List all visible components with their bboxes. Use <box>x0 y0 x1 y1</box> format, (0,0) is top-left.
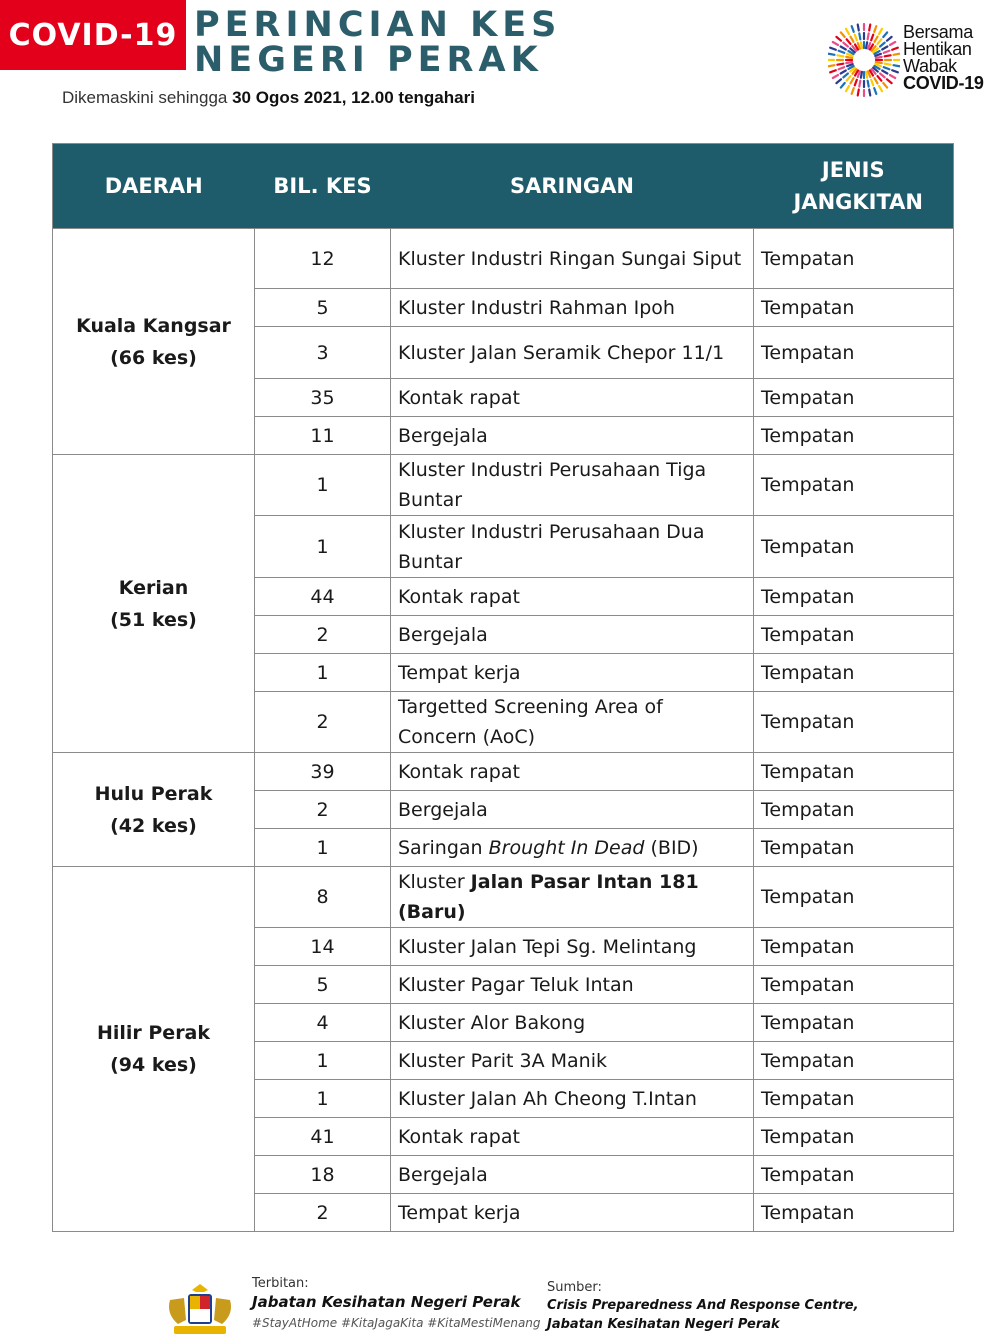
screening-cell: Bergejala <box>391 417 754 455</box>
infection-type: Tempatan <box>754 417 954 455</box>
case-count: 1 <box>255 1080 391 1118</box>
table-header-row <box>53 144 954 229</box>
screening-text-part: Brought In Dead <box>488 836 645 859</box>
case-count: 14 <box>255 928 391 966</box>
screening-cell: Kontak rapat <box>391 379 754 417</box>
header-screening: SARINGAN <box>391 144 754 229</box>
case-count: 2 <box>255 692 391 753</box>
source-line-2: Jabatan Kesihatan Negeri Perak <box>547 1317 780 1332</box>
infection-type: Tempatan <box>754 1118 954 1156</box>
table-row <box>53 753 954 791</box>
district-cell <box>53 455 255 753</box>
infection-type: Tempatan <box>754 966 954 1004</box>
infection-type: Tempatan <box>754 616 954 654</box>
district-cell <box>53 229 255 455</box>
infection-type: Tempatan <box>754 654 954 692</box>
table-row <box>53 229 954 289</box>
source-block <box>547 1280 859 1333</box>
district-name: Kerian <box>118 576 189 599</box>
screening-cell: Tempat kerja <box>391 1194 754 1232</box>
updated-suffix: tengahari <box>393 88 475 107</box>
page-title <box>194 5 562 80</box>
case-count: 18 <box>255 1156 391 1194</box>
infection-type: Tempatan <box>754 1042 954 1080</box>
screening-text-part: Jalan Pasar Intan 181 (Baru) <box>398 871 699 923</box>
case-count: 5 <box>255 966 391 1004</box>
screening-cell: Bergejala <box>391 1156 754 1194</box>
infection-type: Tempatan <box>754 1004 954 1042</box>
infection-type: Tempatan <box>754 1156 954 1194</box>
screening-cell: Kontak rapat <box>391 1118 754 1156</box>
screening-text-part: (BID) <box>644 836 699 859</box>
district-cell <box>53 753 255 867</box>
publisher-name: Jabatan Kesihatan Negeri Perak <box>252 1293 521 1311</box>
case-count: 4 <box>255 1004 391 1042</box>
infection-type: Tempatan <box>754 791 954 829</box>
screening-cell: Kluster Pagar Teluk Intan <box>391 966 754 1004</box>
screening-cell: Tempat kerja <box>391 654 754 692</box>
logo-line: COVID-19 <box>903 73 984 93</box>
table-row <box>53 867 954 928</box>
case-count: 44 <box>255 578 391 616</box>
district-name: Kuala Kangsar <box>76 314 231 337</box>
source-label: Sumber: <box>547 1280 602 1295</box>
case-count: 35 <box>255 379 391 417</box>
infection-type: Tempatan <box>754 516 954 578</box>
infection-type: Tempatan <box>754 229 954 289</box>
screening-cell: Kluster Jalan Seramik Chepor 11/1 <box>391 327 754 379</box>
title-line-1: PERINCIAN KES <box>194 5 562 45</box>
screening-cell: Bergejala <box>391 791 754 829</box>
header-district: DAERAH <box>53 144 255 229</box>
screening-cell: Kluster Jalan Tepi Sg. Melintang <box>391 928 754 966</box>
infection-type: Tempatan <box>754 289 954 327</box>
updated-prefix: Dikemaskini sehingga <box>62 88 233 107</box>
title-line-2: NEGERI PERAK <box>194 40 543 80</box>
table-row <box>53 455 954 516</box>
header-infection-type: JENIS JANGKITAN <box>754 144 954 229</box>
screening-text-part: Saringan <box>398 836 489 859</box>
infection-type: Tempatan <box>754 753 954 791</box>
infection-type: Tempatan <box>754 928 954 966</box>
logo-text <box>903 24 984 92</box>
screening-cell: Kluster Jalan Ah Cheong T.Intan <box>391 1080 754 1118</box>
district-total: (51 kes) <box>110 608 197 631</box>
screening-cell <box>391 867 754 928</box>
case-count: 1 <box>255 829 391 867</box>
district-total: (66 kes) <box>110 346 197 369</box>
screening-cell: Kluster Parit 3A Manik <box>391 1042 754 1080</box>
case-count: 2 <box>255 1194 391 1232</box>
header-count: BIL. KES <box>255 144 391 229</box>
infection-type: Tempatan <box>754 1194 954 1232</box>
district-total: (42 kes) <box>110 814 197 837</box>
infection-type: Tempatan <box>754 829 954 867</box>
case-count: 1 <box>255 455 391 516</box>
screening-cell <box>391 829 754 867</box>
infection-type: Tempatan <box>754 379 954 417</box>
infection-type: Tempatan <box>754 578 954 616</box>
district-cell <box>53 867 255 1232</box>
sunburst-icon <box>828 18 900 100</box>
case-count: 41 <box>255 1118 391 1156</box>
covid-badge: COVID-19 <box>0 0 186 70</box>
screening-text-part: Kluster <box>398 871 471 893</box>
case-count: 12 <box>255 229 391 289</box>
infection-type: Tempatan <box>754 867 954 928</box>
updated-timestamp <box>62 88 475 108</box>
crest-icon <box>160 1280 240 1338</box>
infection-type: Tempatan <box>754 455 954 516</box>
case-count: 3 <box>255 327 391 379</box>
infection-type: Tempatan <box>754 1080 954 1118</box>
logo-line: Hentikan <box>903 39 972 59</box>
publisher-label: Terbitan: <box>252 1276 309 1291</box>
screening-cell: Kluster Industri Perusahaan Tiga Buntar <box>391 455 754 516</box>
district-name: Hulu Perak <box>94 782 213 805</box>
case-table <box>52 143 954 1232</box>
logo-line: Wabak <box>903 56 957 76</box>
case-count: 1 <box>255 654 391 692</box>
district-total: (94 kes) <box>110 1054 197 1076</box>
hashtags: #StayAtHome #KitaJagaKita #KitaMestiMenang <box>252 1316 541 1330</box>
screening-cell: Kluster Alor Bakong <box>391 1004 754 1042</box>
screening-cell: Kluster Industri Ringan Sungai Siput <box>391 229 754 289</box>
infection-type: Tempatan <box>754 327 954 379</box>
state-crest <box>160 1280 240 1342</box>
source-line-1: Crisis Preparedness And Response Centre, <box>547 1298 859 1313</box>
case-count: 1 <box>255 516 391 578</box>
logo-line: Bersama <box>903 22 973 42</box>
campaign-logo <box>828 14 1006 106</box>
case-count: 1 <box>255 1042 391 1080</box>
infection-type: Tempatan <box>754 692 954 753</box>
screening-cell: Kontak rapat <box>391 578 754 616</box>
case-count: 2 <box>255 791 391 829</box>
updated-date: 30 Ogos 2021, 12.00 <box>232 88 394 107</box>
district-name: Hilir Perak <box>96 1022 211 1044</box>
publisher-block <box>252 1276 541 1330</box>
case-count: 11 <box>255 417 391 455</box>
screening-cell: Kontak rapat <box>391 753 754 791</box>
screening-cell: Targetted Screening Area of Concern (AoC) <box>391 692 754 753</box>
screening-cell: Kluster Industri Rahman Ipoh <box>391 289 754 327</box>
screening-cell: Bergejala <box>391 616 754 654</box>
screening-cell: Kluster Industri Perusahaan Dua Buntar <box>391 516 754 578</box>
case-count: 39 <box>255 753 391 791</box>
case-count: 8 <box>255 867 391 928</box>
case-count: 2 <box>255 616 391 654</box>
case-count: 5 <box>255 289 391 327</box>
